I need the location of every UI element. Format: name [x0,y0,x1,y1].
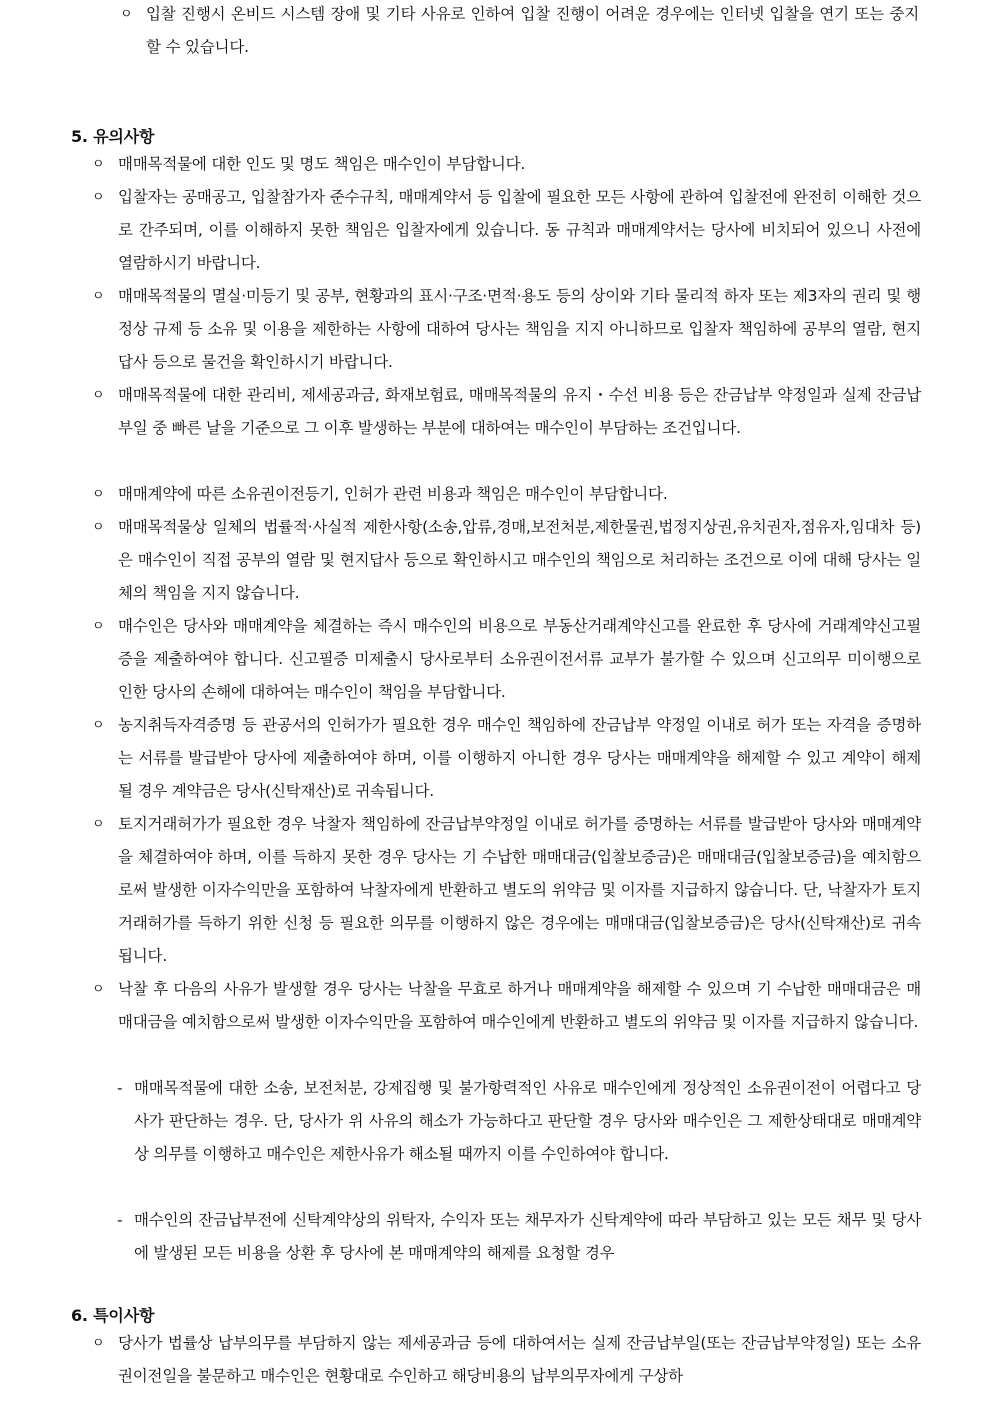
dash-icon: - [117,1079,123,1097]
list-item-text: 매매목적물에 대한 관리비, 제세공과금, 화재보험료, 매매목적물의 유지・수선 비용 등은 잔금납부 약정일과 실제 잔금납부일 중 빠른 날을 기준으로 그 이후 발생하는 부분에 대하여는 매수인이 부담하는 조건입니다. [118,386,922,437]
section-5-title: 5. 유의사항 [71,127,155,146]
bullet-icon: ㅇ [92,982,105,997]
list-item-text: 농지취득자격증명 등 관공서의 인허가가 필요한 경우 매수인 책임하에 잔금납부 약정일 이내로 허가 또는 자격을 증명하는 서류를 발급받아 당사에 제출하여야 하며, 이를 이행하지 아니한 경우 당사는 매매계약을 해제할 수 있고 계약이 해제될 경우 계약금은 당사(신탁재산)로 귀속됩니다. [118,716,921,800]
list-item [92,478,921,511]
list-item [92,511,921,610]
list-item-text: 토지거래허가가 필요한 경우 낙찰자 책임하에 잔금납부약정일 이내로 허가를 증명하는 서류를 발급받아 당사와 매매계약을 체결하여야 하며, 이를 득하지 못한 경우 당사는 기 수납한 매매대금(입찰보증금)은 매매대금(입찰보증금)을 예치함으로써 발생한 이자수익만을 포함하여 낙찰자에게 반환하고 별도의 위약금 및 이자를 지급하지 않습니다. 단, 낙찰자가 토지거래허가를 득하기 위한 신청 등 필요한 의무를 이행하지 않은 경우에는 매매대금(입찰보증금)은 당사(신탁재산)로 귀속됩니다. [118,815,921,965]
list-item [92,280,921,379]
sub-list-item [117,1204,921,1270]
bullet-icon: ㅇ [92,157,105,172]
bullet-icon: ㅇ [92,619,105,634]
bullet-icon: ㅇ [92,289,105,304]
intro-text: 입찰 진행시 온비드 시스템 장애 및 기타 사유로 인하여 입찰 진행이 어려운 경우에는 인터넷 입찰을 연기 또는 중지할 수 있습니다. [146,5,919,56]
list-item [92,181,921,280]
list-item [92,709,921,808]
list-item [92,610,921,709]
list-item [92,973,921,1039]
list-item-text: 매매계약에 따른 소유권이전등기, 인허가 관련 비용과 책임은 매수인이 부담합니다. [118,485,668,503]
list-item-text: 매매목적물의 멸실·미등기 및 공부, 현황과의 표시·구조·면적·용도 등의 상이와 기타 물리적 하자 또는 제3자의 권리 및 행정상 규제 등 소유 및 이용을 제한하는 사항에 대하여 당사는 책임을 지지 아니하므로 입찰자 책임하에 공부의 열람, 현지 답사 등으로 물건을 확인하시기 바랍니다. [118,287,921,371]
bullet-icon: ㅇ [92,190,105,205]
bullet-icon: ㅇ [92,388,105,403]
bullet-icon: ㅇ [92,718,105,733]
sub-list-item-text: 매수인의 잔금납부전에 신탁계약상의 위탁자, 수익자 또는 채무자가 신탁계약에 따라 부담하고 있는 모든 채무 및 당사에 발생된 모든 비용을 상환 후 당사에 본 매매계약의 해제를 요청할 경우 [134,1211,921,1262]
bullet-icon: ㅇ [92,520,105,535]
bullet-icon: ㅇ [92,817,105,832]
intro-list-item [120,0,919,64]
list-item-text: 매매목적물에 대한 인도 및 명도 책임은 매수인이 부담합니다. [118,155,526,173]
list-item-text: 입찰자는 공매공고, 입찰참가자 준수규칙, 매매계약서 등 입찰에 필요한 모든 사항에 관하여 입찰전에 완전히 이해한 것으로 간주되며, 이를 이해하지 못한 책임은 입찰자에게 있습니다. 동 규칙과 매매계약서는 당사에 비치되어 있으니 사전에 열람하시기 바랍니다. [118,188,921,272]
list-item [92,379,922,445]
bullet-icon: ㅇ [92,487,105,502]
dash-icon: - [117,1211,123,1229]
list-item [92,808,921,973]
list-item [92,148,921,181]
list-item-text: 낙찰 후 다음의 사유가 발생할 경우 당사는 낙찰을 무효로 하거나 매매계약을 해제할 수 있으며 기 수납한 매매대금은 매매대금을 예치함으로써 발생한 이자수익만을 포함하여 매수인에게 반환하고 별도의 위약금 및 이자를 지급하지 않습니다. [118,980,921,1031]
list-item-text: 매수인은 당사와 매매계약을 체결하는 즉시 매수인의 비용으로 부동산거래계약신고를 완료한 후 당사에 거래계약신고필증을 제출하여야 합니다. 신고필증 미제출시 당사로부터 소유권이전서류 교부가 불가할 수 있으며 신고의무 미이행으로 인한 당사의 손해에 대하여는 매수인이 책임을 부담합니다. [118,617,921,701]
sub-list-item [117,1072,921,1171]
bullet-icon: ㅇ [120,7,133,22]
sub-list-item-text: 매매목적물에 대한 소송, 보전처분, 강제집행 및 불가항력적인 사유로 매수인에게 정상적인 소유권이전이 어렵다고 당사가 판단하는 경우. 단, 당사가 위 사유의 해소가 가능하다고 판단할 경우 당사와 매수인은 그 제한상태대로 매매계약상 의무를 이행하고 매수인은 제한사유가 해소될 때까지 이를 수인하여야 합니다. [134,1079,921,1163]
bullet-icon: ㅇ [92,1336,105,1351]
list-item [92,1327,921,1393]
section-6-title: 6. 특이사항 [71,1306,155,1325]
list-item-text: 당사가 법률상 납부의무를 부담하지 않는 제세공과금 등에 대하여서는 실제 잔금납부일(또는 잔금납부약정일) 또는 소유권이전일을 불문하고 매수인은 현황대로 수인하고 해당비용의 납부의무자에게 구상하 [118,1334,921,1385]
list-item-text: 매매목적물상 일체의 법률적·사실적 제한사항(소송,압류,경매,보전처분,제한물권,법정지상권,유치권자,점유자,임대차 등)은 매수인이 직접 공부의 열람 및 현지답사 등으로 확인하시고 매수인의 책임으로 처리하는 조건으로 이에 대해 당사는 일체의 책임을 지지 않습니다. [118,518,921,602]
